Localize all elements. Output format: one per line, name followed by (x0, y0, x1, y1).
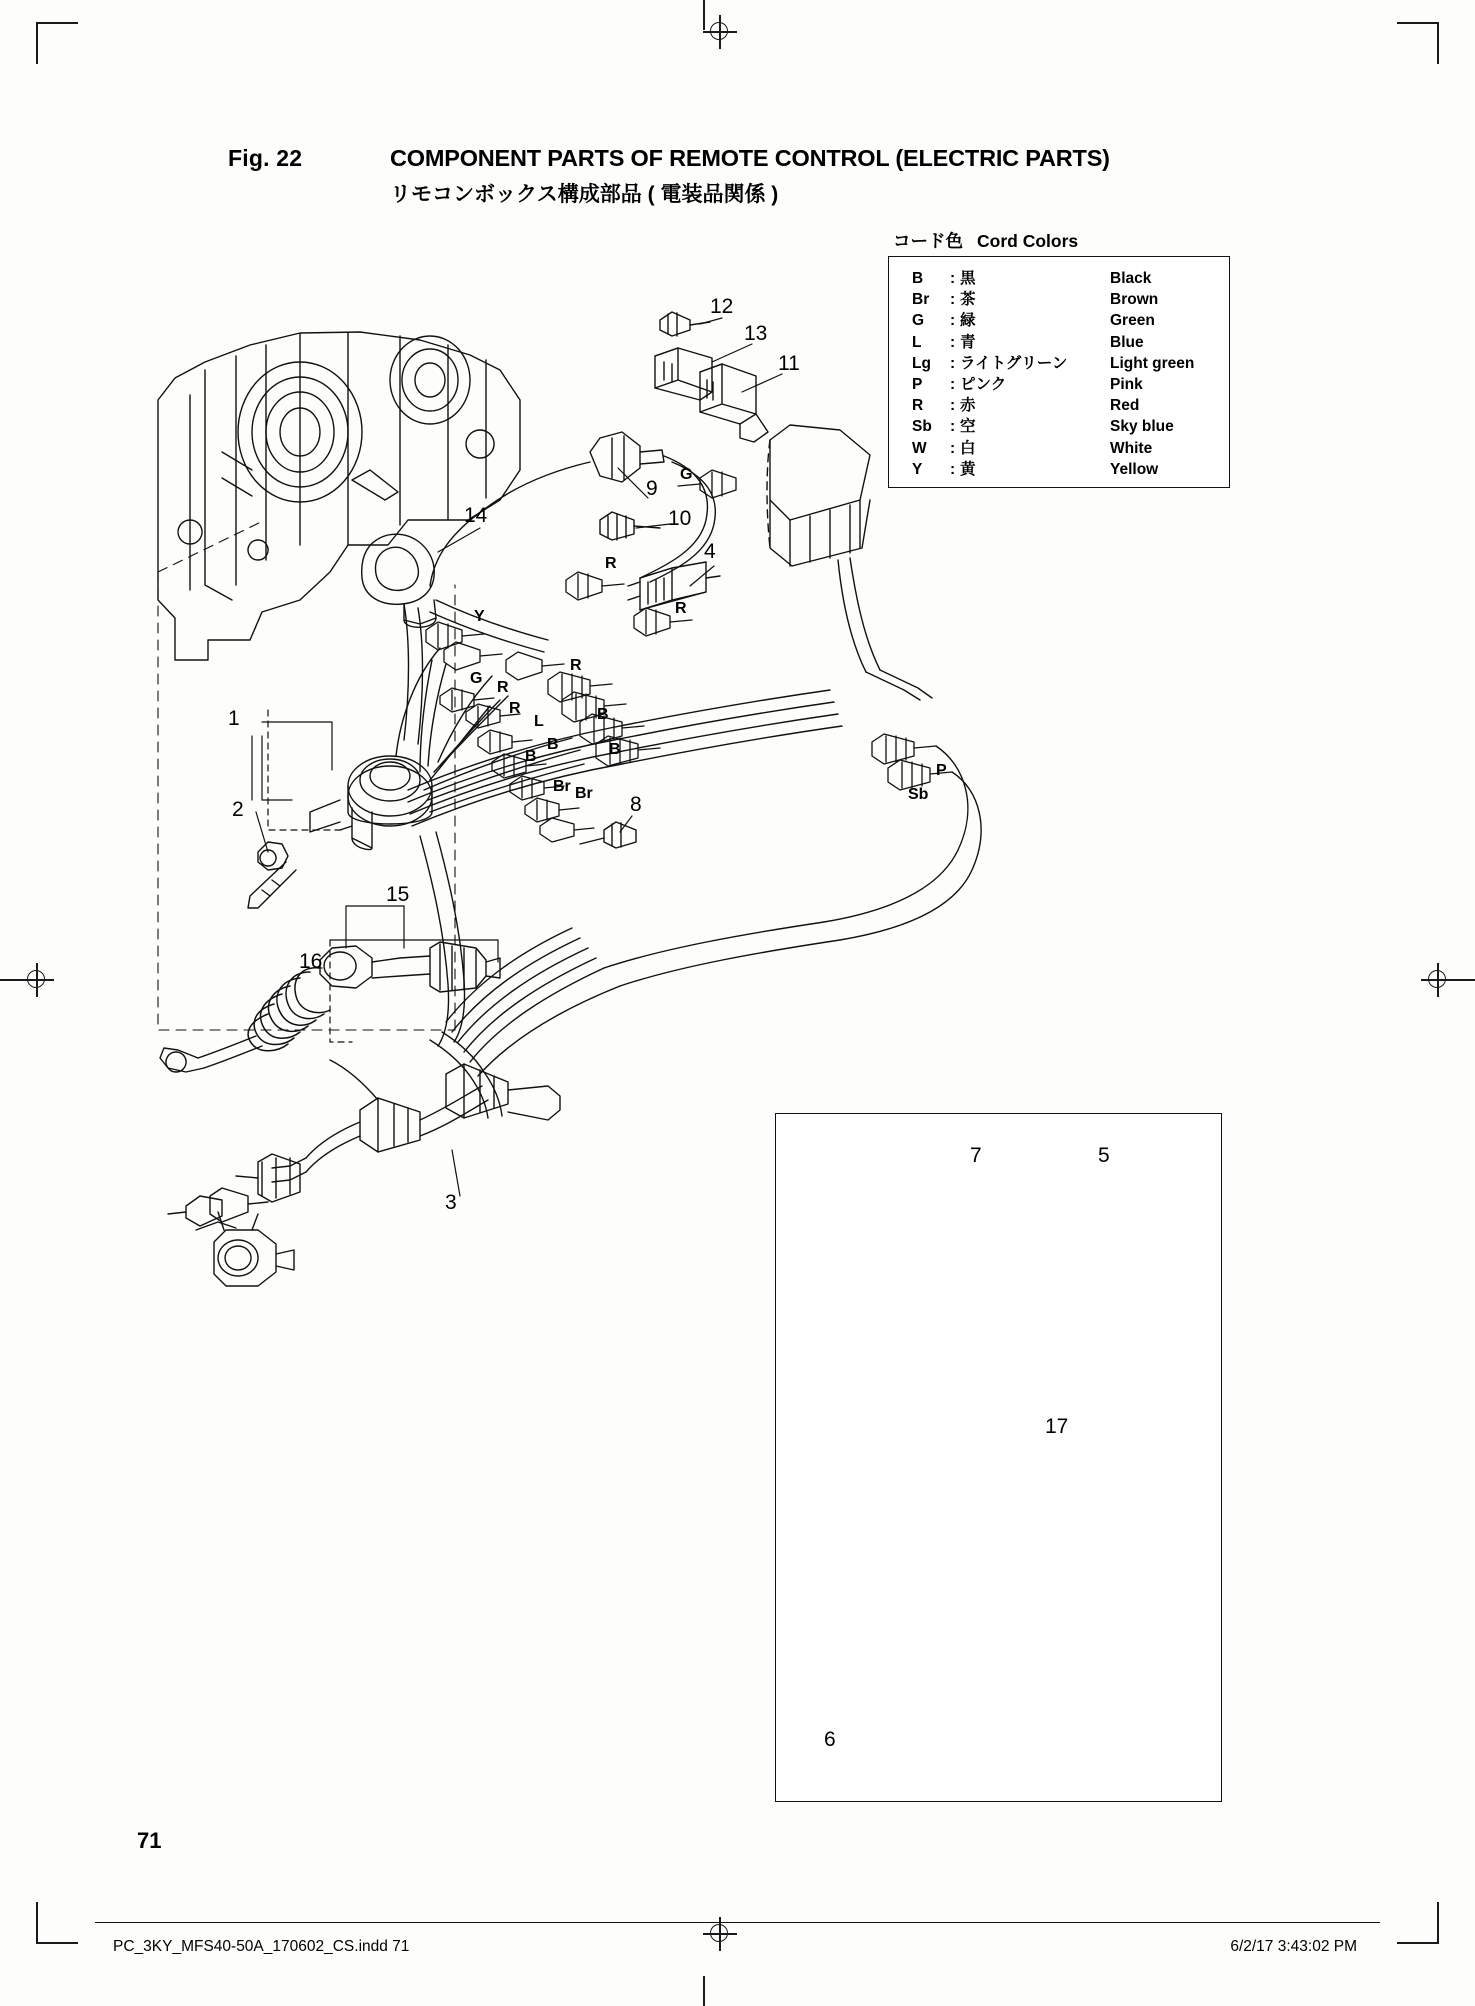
wire-label-r-5: R (509, 700, 521, 717)
callout-2: 2 (232, 798, 244, 821)
cord-abbr: Lg (912, 354, 931, 372)
cord-abbr: Sb (912, 418, 932, 436)
cord-colors-heading-jp: コード色 (893, 231, 963, 251)
cord-colon: : (950, 333, 956, 351)
cord-abbr: B (912, 270, 924, 287)
figure-title-japanese: リモコンボックス構成部品 ( 電装品関係 ) (390, 183, 779, 206)
wire-label-sb: Sb (908, 786, 929, 803)
wire-label-r-3: R (497, 679, 509, 696)
cord-color-row (912, 459, 1240, 480)
wire-label-b-1: B (597, 706, 609, 723)
cord-en: Black (1110, 270, 1152, 287)
cord-abbr: G (912, 312, 925, 330)
callout-16: 16 (299, 950, 323, 973)
registration-mark-left (20, 963, 54, 997)
cord-color-row (912, 289, 1240, 310)
cord-jp: 赤 (960, 397, 976, 415)
wire-label-l: L (534, 713, 544, 730)
callout-1: 1 (228, 707, 240, 730)
page-number: 71 (137, 1828, 162, 1853)
cord-abbr: W (912, 439, 927, 457)
cord-color-row (912, 353, 1240, 374)
cord-color-row (912, 332, 1240, 353)
cord-abbr: Y (912, 460, 923, 478)
footer-filename: PC_3KY_MFS40-50A_170602_CS.indd 71 (113, 1938, 410, 1955)
wire-label-r-2: R (675, 600, 687, 617)
callout-13: 13 (744, 322, 768, 345)
cord-en: Sky blue (1110, 418, 1174, 436)
cord-colors-table (912, 268, 1240, 480)
cord-colon: : (950, 439, 956, 457)
wire-label-r-1: R (605, 555, 617, 572)
cord-colon: : (950, 291, 956, 309)
cord-colon: : (950, 354, 956, 372)
registration-mark-right (1421, 963, 1455, 997)
callout-12: 12 (710, 295, 734, 318)
cord-jp: 青 (960, 333, 976, 351)
wire-label-br-1: Br (553, 778, 571, 795)
cord-abbr: Br (912, 291, 930, 309)
figure-number: Fig. 22 (228, 145, 303, 171)
cord-colon: : (950, 460, 956, 478)
cord-jp: 黄 (960, 460, 976, 478)
cord-jp: 黒 (960, 270, 976, 287)
cord-abbr: R (912, 397, 924, 415)
cord-jp: 緑 (960, 312, 976, 330)
cord-colon: : (950, 270, 956, 287)
cord-color-row (912, 310, 1240, 331)
callout-17: 17 (1045, 1415, 1069, 1438)
wire-label-p: P (936, 762, 947, 779)
cord-color-row (912, 416, 1240, 437)
cord-en: Brown (1110, 291, 1159, 309)
cord-colon: : (950, 312, 956, 330)
cord-abbr: L (912, 333, 922, 351)
cord-jp: 白 (960, 439, 976, 457)
cord-color-row (912, 395, 1240, 416)
cord-en: Light green (1110, 354, 1195, 372)
callout-4: 4 (704, 540, 716, 563)
callout-7: 7 (970, 1144, 982, 1167)
cord-colon: : (950, 376, 956, 394)
figure-title-english: COMPONENT PARTS OF REMOTE CONTROL (ELECTRIC PARTS) (390, 145, 1110, 171)
cord-jp: 茶 (960, 291, 976, 309)
callout-9: 9 (646, 477, 658, 500)
wire-label-y: Y (474, 608, 485, 625)
callout-6: 6 (824, 1728, 836, 1751)
footer-rule (95, 1922, 1380, 1923)
callout-15: 15 (386, 883, 410, 906)
cord-en: Red (1110, 397, 1140, 415)
cord-color-row (912, 438, 1240, 459)
cord-jp: ライトグリーン (960, 354, 1068, 372)
cord-en: White (1110, 439, 1153, 457)
wire-label-r-4: R (570, 657, 582, 674)
cord-en: Green (1110, 312, 1155, 330)
footer-timestamp: 6/2/17 3:43:02 PM (1230, 1938, 1357, 1955)
cord-colors-heading (893, 228, 1078, 253)
cord-color-row (912, 268, 1240, 289)
callout-8: 8 (630, 793, 642, 816)
wire-label-g-2: G (470, 670, 483, 687)
crop-mark-bottom-right (1397, 1902, 1439, 1944)
callout-11: 11 (778, 352, 800, 375)
remote-control-inset-frame (775, 1113, 1222, 1802)
cord-color-row (912, 374, 1240, 395)
crop-mark-bottom-left (36, 1902, 78, 1944)
wire-label-b-2: B (525, 748, 537, 765)
cord-en: Pink (1110, 376, 1143, 394)
wire-label-g-1: G (680, 466, 693, 483)
registration-mark-top (703, 15, 737, 49)
cord-jp: ピンク (960, 376, 1007, 394)
crop-mark-top-left (36, 22, 78, 64)
callout-10: 10 (668, 507, 692, 530)
cord-en: Blue (1110, 333, 1144, 351)
cord-en: Yellow (1110, 460, 1159, 478)
cord-colors-heading-en: Cord Colors (977, 231, 1079, 251)
wire-label-b-4: B (609, 741, 621, 758)
callout-3: 3 (445, 1191, 457, 1214)
cord-colon: : (950, 418, 956, 436)
callout-5: 5 (1098, 1144, 1110, 1167)
cord-jp: 空 (960, 418, 976, 436)
trim-tick-bottom (703, 1976, 705, 2006)
callout-14: 14 (464, 504, 488, 527)
cord-colon: : (950, 397, 956, 415)
wire-label-br-2: Br (575, 785, 593, 802)
crop-mark-top-right (1397, 22, 1439, 64)
cord-abbr: P (912, 376, 923, 394)
wire-label-b-3: B (547, 736, 559, 753)
